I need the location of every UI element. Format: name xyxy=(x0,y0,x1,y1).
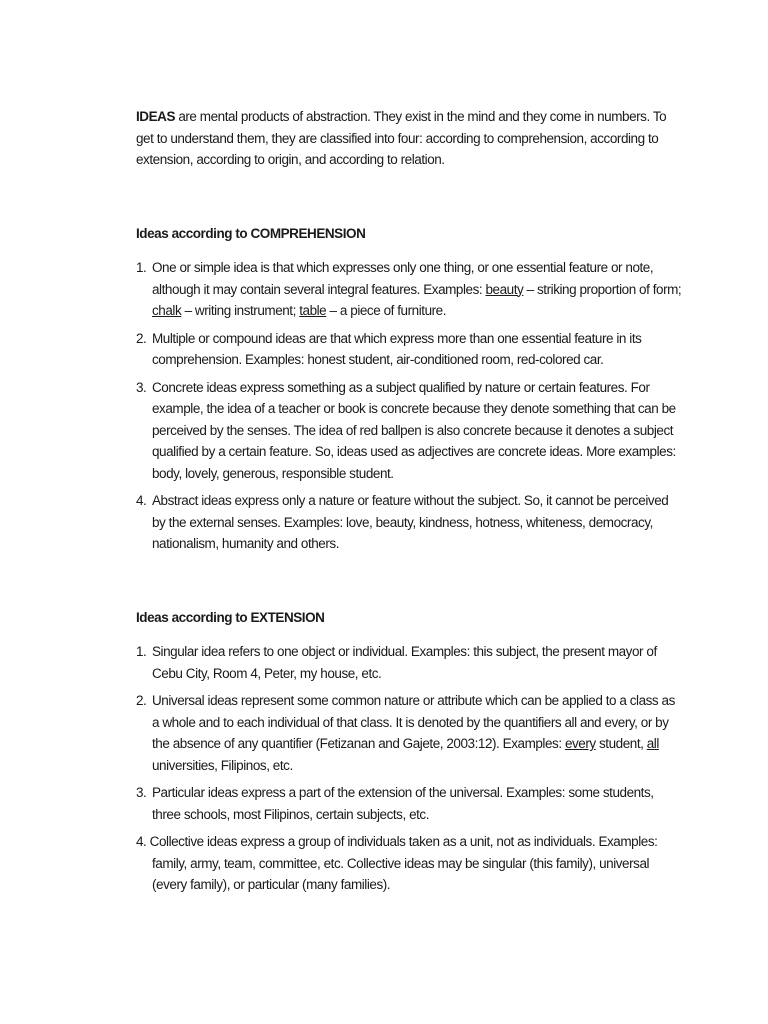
example-term: every xyxy=(564,736,596,751)
list-number: 4. xyxy=(136,834,147,849)
list-text: One or simple idea is that which expresses only one thing, or one essential feature or note, although it may contain several integral features. Examples: xyxy=(152,260,654,297)
list-text: student, xyxy=(595,736,647,751)
list-number: 2. xyxy=(136,330,147,346)
list-item xyxy=(136,328,684,371)
list-item xyxy=(136,690,684,776)
list-number: 4. xyxy=(136,493,147,508)
intro-term: IDEAS xyxy=(136,109,176,124)
list-number: 1. xyxy=(136,260,147,275)
intro-text: are mental products of abstraction. They exist in the mind and they come in numbers. To get to understand them, they are classified into four: according to comprehension, according to extension, according to origin, and according to relation. xyxy=(136,109,667,167)
list-text: Particular ideas express a part of the extension of the universal. Examples: some students, three schools, most Filipinos, certain subjects, etc. xyxy=(152,785,654,822)
example-term: table xyxy=(299,303,327,318)
intro-paragraph xyxy=(136,106,684,171)
extension-list xyxy=(136,641,684,896)
list-number: 3. xyxy=(136,785,147,800)
comprehension-list xyxy=(136,257,684,555)
example-term: all xyxy=(646,736,659,751)
list-item xyxy=(136,257,684,322)
list-text: Abstract ideas express only a nature or feature without the subject. So, it cannot be perceived by the external senses. Examples: love, beauty, kindness, hotness, whiteness, democracy, nationalism, humanity and others. xyxy=(152,493,669,551)
list-text: Concrete ideas express something as a subject qualified by nature or certain features. For example, the idea of a teacher or book is concrete because they denote something that can be perceived by the senses. The idea of red ballpen is also concrete because it denotes a subject qualified by a certain feature. So, ideas used as adjectives are concrete ideas. More examples: body, lovely, generous, responsible student. xyxy=(152,379,676,481)
list-item xyxy=(136,782,684,825)
list-text: Singular idea refers to one object or individual. Examples: this subject, the present mayor of Cebu City, Room 4, Peter, my house, etc. xyxy=(152,644,657,681)
list-text: – striking proportion of form; xyxy=(523,281,682,297)
document-page xyxy=(136,106,684,902)
list-item xyxy=(136,490,684,555)
list-item xyxy=(136,377,684,485)
example-term: chalk xyxy=(152,303,182,318)
extension-heading: Ideas according to EXTENSION xyxy=(136,609,325,625)
list-text: universities, Filipinos, etc. xyxy=(152,757,293,773)
comprehension-heading: Ideas according to COMPREHENSION xyxy=(136,225,366,241)
list-text: – writing instrument; xyxy=(181,303,300,318)
example-term: beauty xyxy=(485,281,524,297)
list-number: 3. xyxy=(136,379,147,395)
list-item xyxy=(136,641,684,684)
list-text: Collective ideas express a group of individuals taken as a unit, not as individuals. Examples: family, army, team, committee, etc. Collective ideas may be singular (this family), universal (every family), or particular (many families). xyxy=(149,834,658,892)
list-number: 1. xyxy=(136,644,147,659)
list-text: – a piece of furniture. xyxy=(326,303,447,318)
list-number: 2. xyxy=(136,693,147,708)
list-text: Multiple or compound ideas are that which express more than one essential feature in its comprehension. Examples: honest student, air-conditioned room, red-colored car. xyxy=(152,330,642,367)
list-text: Universal ideas represent some common nature or attribute which can be applied to a class as a whole and to each individual of that class. It is denoted by the quantifiers all and every, or by the absence of any quantifier (Fetizanan and Gajete, 2003:12). Examples: xyxy=(152,693,675,751)
list-item xyxy=(136,831,684,896)
